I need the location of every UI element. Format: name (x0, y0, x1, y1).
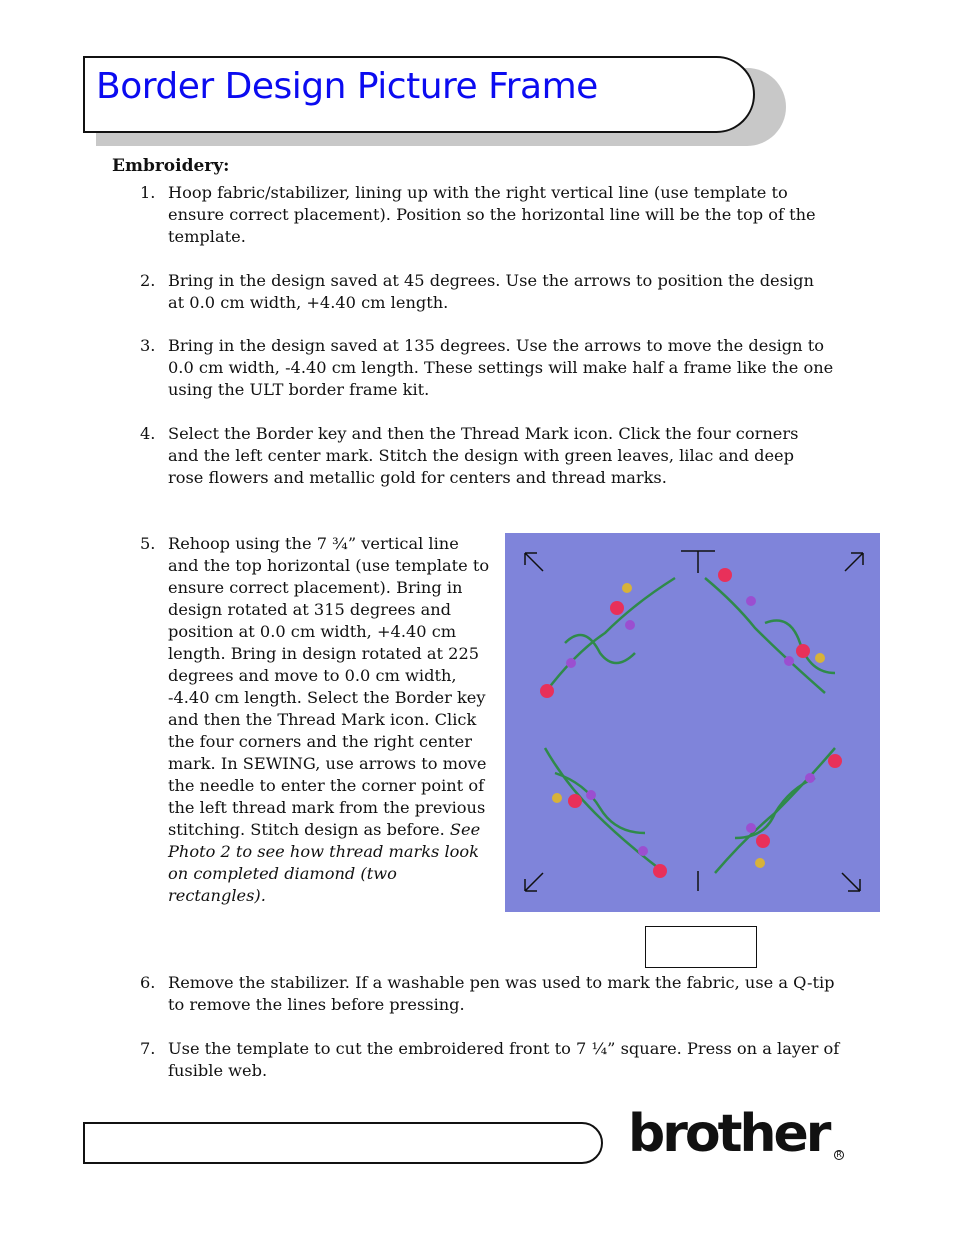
footer-bar (83, 1122, 603, 1164)
step-number: 7. (140, 1039, 156, 1058)
embroidery-illustration (505, 533, 880, 912)
step-text: Bring in the design saved at 45 degrees. Use the arrows to position the design at 0.0 cm width, +4.40 cm length. (168, 271, 814, 312)
photo-reference-note: See Photo 2 to see how thread marks look on completed diamond (two rectangles). (168, 820, 481, 905)
photo-caption-box (645, 926, 757, 968)
step-text: Select the Border key and then the Thread Mark icon. Click the four corners and the left center mark. Stitch the design with green leaves, lilac and deep rose flowers and metallic gold for centers and thread marks. (168, 424, 799, 487)
step-number: 6. (140, 973, 156, 992)
step-text: Use the template to cut the embroidered front to 7 ¼” square. Press on a layer of fusible web. (168, 1039, 840, 1080)
step-number: 4. (140, 424, 156, 443)
section-heading: Embroidery: (112, 156, 230, 176)
embroidery-photo (505, 533, 880, 912)
registered-mark: R (834, 1150, 844, 1160)
step-text: Bring in the design saved at 135 degrees. Use the arrows to move the design to 0.0 cm width, -4.40 cm length. These settings will make half a frame like the one using the ULT border frame kit. (168, 336, 834, 399)
step-number: 1. (140, 183, 156, 202)
step-text-main: Rehoop using the 7 ¾” vertical line and the top horizontal (use template to ensure correct placement). Bring in design rotated at 315 degrees and position at 0.0 cm width, +4.40 cm length. Bring in design rotated at 225 degrees and move to 0.0 cm width, -4.40 cm length. Select the Border key and then the Thread Mark icon. Click the four corners and the right center mark. In SEWING, use arrows to move the needle to enter the corner point of the left thread mark from the previous stitching. Stitch design as before. (168, 534, 490, 839)
step-text (168, 533, 494, 907)
step-text: Remove the stabilizer. If a washable pen was used to mark the fabric, use a Q-tip to remove the lines before pressing. (168, 973, 835, 1014)
step-number: 5. (140, 534, 156, 553)
brother-logo: brother (628, 1104, 829, 1164)
step-number: 3. (140, 336, 156, 355)
page-title: Border Design Picture Frame (96, 66, 598, 107)
step-text: Hoop fabric/stabilizer, lining up with the right vertical line (use template to ensure correct placement). Position so the horizontal line will be the top of the template. (168, 183, 816, 246)
step-number: 2. (140, 271, 156, 290)
